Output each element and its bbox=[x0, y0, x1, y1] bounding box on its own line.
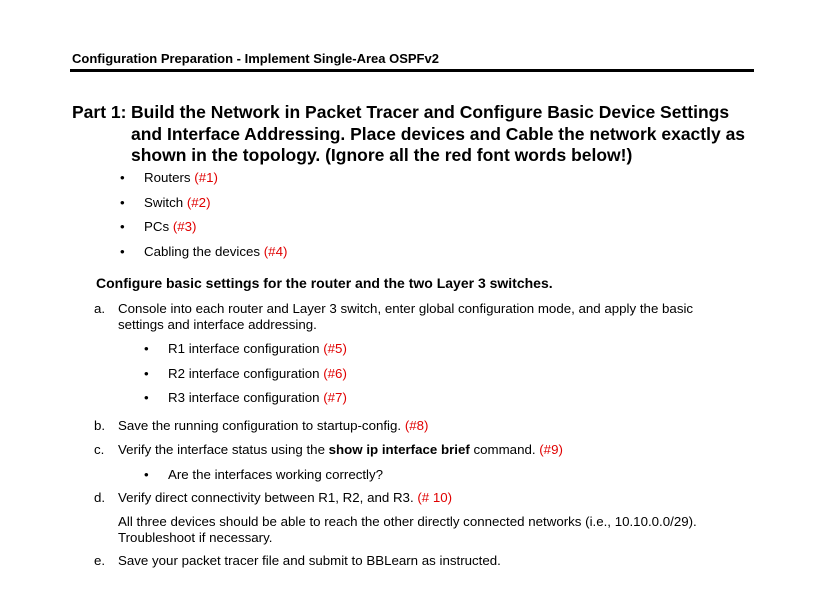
bullet-r3 bbox=[144, 390, 347, 406]
bullet-ref: (#4) bbox=[263, 244, 288, 259]
bullet-text: Switch bbox=[144, 195, 187, 210]
step-ref: (#9) bbox=[539, 442, 563, 457]
bullet-switch bbox=[120, 195, 211, 211]
step-c bbox=[94, 442, 728, 458]
bullet-dot: • bbox=[144, 467, 149, 482]
step-a bbox=[94, 301, 728, 333]
step-label: a. bbox=[94, 301, 106, 316]
step-label: b. bbox=[94, 418, 106, 433]
bullet-ref: (#5) bbox=[323, 341, 347, 356]
step-text: Verify the interface status using the bbox=[118, 442, 329, 457]
bullet-text: Cabling the devices bbox=[144, 244, 264, 259]
step-text: Console into each router and Layer 3 switch, enter global configuration mode, and apply the basic settings and interface addressing. bbox=[118, 301, 694, 332]
bullet-ref: (#7) bbox=[323, 390, 347, 405]
step-text: Save the running configuration to startup-config. bbox=[118, 418, 405, 433]
step-b bbox=[94, 418, 728, 434]
bullet-ref: (#3) bbox=[172, 219, 197, 234]
step-d bbox=[94, 490, 728, 506]
bullet-text: R2 interface configuration bbox=[168, 366, 324, 381]
bullet-ref: (#6) bbox=[323, 366, 347, 381]
bullet-dot: • bbox=[144, 390, 149, 405]
bullet-cabling bbox=[120, 244, 288, 260]
command-text: show ip interface brief bbox=[328, 442, 470, 457]
part-1-heading bbox=[72, 102, 762, 167]
step-d-note: All three devices should be able to reach the other directly connected networks (i.e., 10.10.0.0/29). Troubleshoot if necessary. bbox=[118, 514, 697, 545]
bullet-dot: • bbox=[120, 170, 125, 185]
step-text-after: command. bbox=[469, 442, 540, 457]
bullet-interfaces-question bbox=[144, 467, 384, 483]
bullet-routers bbox=[120, 170, 218, 186]
part-number: Part 1: bbox=[72, 102, 127, 122]
configure-heading: Configure basic settings for the router and the two Layer 3 switches. bbox=[96, 275, 553, 291]
step-label: d. bbox=[94, 490, 106, 505]
step-label: c. bbox=[94, 442, 105, 457]
bullet-text: Are the interfaces working correctly? bbox=[168, 467, 384, 482]
bullet-pcs bbox=[120, 219, 197, 235]
page-header-title: Configuration Preparation - Implement Single-Area OSPFv2 bbox=[72, 51, 439, 66]
bullet-ref: (#2) bbox=[186, 195, 211, 210]
bullet-dot: • bbox=[120, 219, 125, 234]
bullet-text: PCs bbox=[144, 219, 173, 234]
bullet-ref: (#1) bbox=[194, 170, 218, 185]
bullet-text: Routers bbox=[144, 170, 195, 185]
bullet-dot: • bbox=[144, 366, 149, 381]
bullet-r1 bbox=[144, 341, 347, 357]
header-rule bbox=[70, 69, 754, 72]
bullet-text: R3 interface configuration bbox=[168, 390, 324, 405]
part-heading-text: Build the Network in Packet Tracer and Configure Basic Device Settings and Interface Addressing. Place devices and Cable the network exactly as shown in the topology. (Ignore all the red font words below!) bbox=[131, 102, 746, 165]
bullet-dot: • bbox=[120, 244, 125, 259]
bullet-r2 bbox=[144, 366, 347, 382]
step-text: Save your packet tracer file and submit to BBLearn as instructed. bbox=[118, 553, 501, 568]
step-ref: (# 10) bbox=[417, 490, 453, 505]
step-ref: (#8) bbox=[404, 418, 429, 433]
step-text: Verify direct connectivity between R1, R2, and R3. bbox=[118, 490, 418, 505]
step-label: e. bbox=[94, 553, 106, 568]
bullet-dot: • bbox=[144, 341, 149, 356]
bullet-text: R1 interface configuration bbox=[168, 341, 324, 356]
step-e bbox=[94, 553, 728, 569]
bullet-dot: • bbox=[120, 195, 125, 210]
